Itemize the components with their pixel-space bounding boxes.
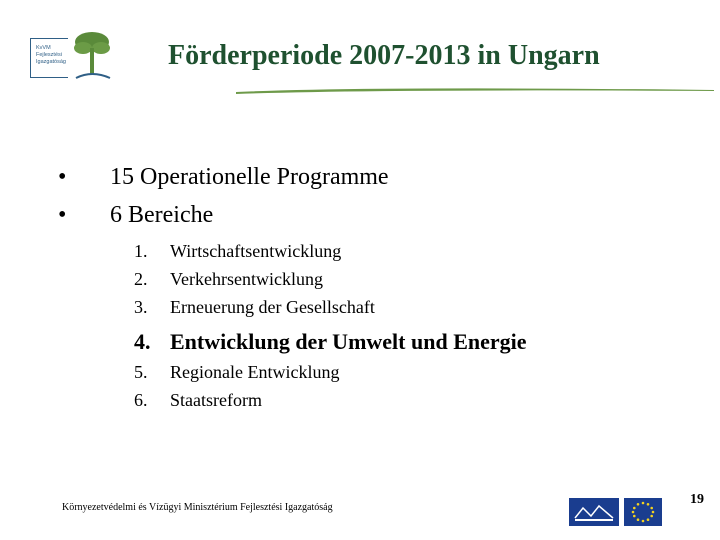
sub-item-text: Verkehrsentwicklung (170, 269, 323, 289)
bullet-marker: • (58, 164, 67, 190)
title-underline (236, 84, 714, 96)
bullet-text: 6 Bereiche (110, 202, 214, 228)
sub-item-text: Staatsreform (170, 390, 262, 410)
sub-item-number: 3. (134, 297, 148, 317)
sub-item-text: Regionale Entwicklung (170, 362, 340, 382)
tree-icon (72, 28, 112, 84)
bullet-text: 15 Operationelle Programme (110, 164, 389, 190)
sub-item-text: Wirtschaftsentwicklung (170, 241, 342, 261)
footer-ministry: Környezetvédelmi és Vízügyi Minisztérium Fejlesztési Igazgatóság (62, 502, 333, 513)
sub-item-number: 6. (134, 390, 148, 410)
sub-item-number: 2. (134, 269, 148, 289)
logo-text: KvVM Fejlesztési Igazgatóság (36, 45, 66, 65)
sub-item-number: 4. (134, 329, 151, 354)
sub-item-number: 1. (134, 241, 148, 261)
hungary-eu-logo (569, 498, 619, 526)
sub-item-text: Entwicklung der Umwelt und Energie (170, 329, 527, 354)
sub-item-number: 5. (134, 362, 148, 382)
slide-title: Förderperiode 2007-2013 in Ungarn (168, 40, 600, 71)
bullet-marker: • (58, 202, 67, 228)
page-number: 19 (690, 492, 704, 507)
sub-item-text: Erneuerung der Gesellschaft (170, 297, 375, 317)
eu-flag-icon (624, 498, 662, 526)
ministry-logo (28, 28, 112, 86)
